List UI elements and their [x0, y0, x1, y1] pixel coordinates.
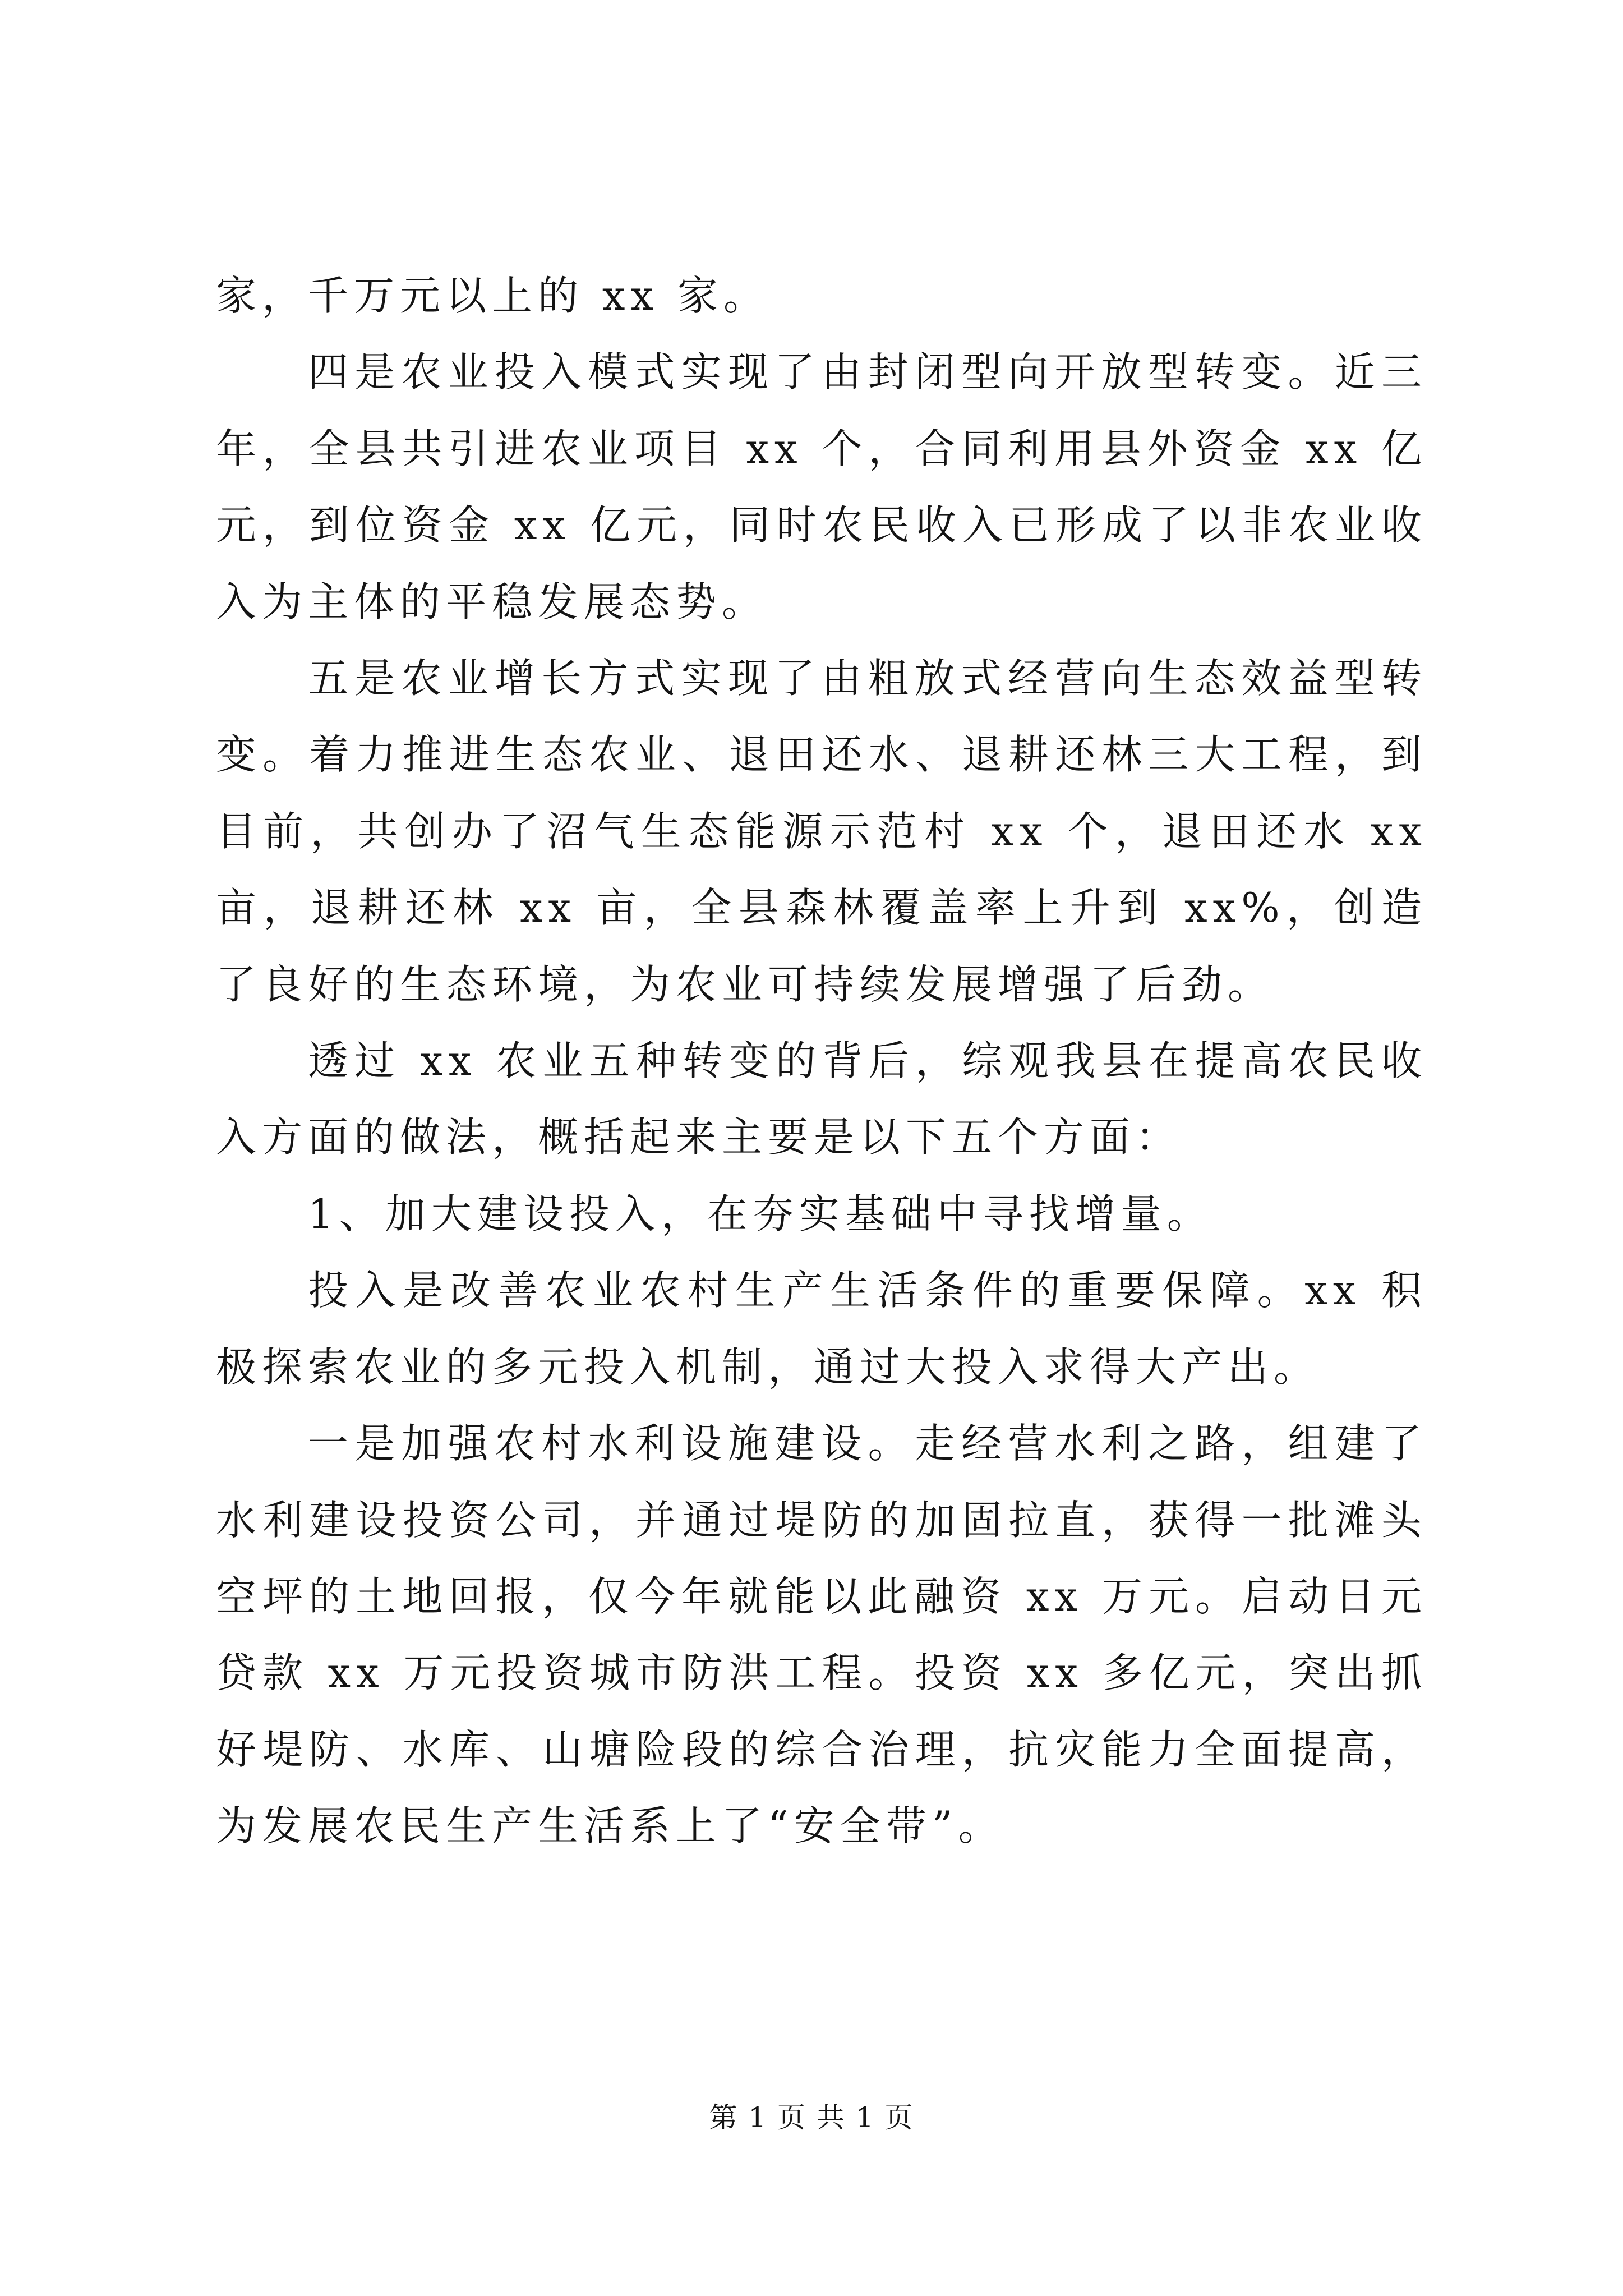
paragraph-water-conservancy: 一是加强农村水利设施建设。走经营水利之路，组建了水利建设投资公司，并通过堤防的加固拉直，获得一批滩头空坪的土地回报，仅今年就能以此融资 xx 万元。启动日元贷款 xx 万元投资城市防洪工程。投资 xx 多亿元，突出抓好堤防、水库、山塘险段的综合治理，抗灾能力全面提高，为发展农民生产生活系上了“安全带”。 [216, 1420, 1427, 1850]
paragraph-investment-mode: 四是农业投入模式实现了由封闭型向开放型转变。近三年，全县共引进农业项目 xx 个，合同利用县外资金 xx 亿元，到位资金 xx 亿元，同时农民收入已形成了以非农业收入为主体的平稳发展态势。 [216, 348, 1427, 625]
page-footer: 第 1 页 共 1 页 [709, 2101, 914, 2134]
section-heading-1: 1、加大建设投入，在夯实基础中寻找增量。 [308, 1190, 1213, 1237]
paragraph-growth-mode: 五是农业增长方式实现了由粗放式经营向生态效益型转变。着力推进生态农业、退田还水、退耕还林三大工程，到目前，共创办了沼气生态能源示范村 xx 个，退田还水 xx 亩，退耕还林 xx 亩，全县森林覆盖率上升到 xx%，创造了良好的生态环境，为农业可持续发展增强了后劲。 [216, 655, 1427, 1008]
paragraph-continuation: 家，千万元以上的 xx 家。 [216, 272, 769, 319]
paragraph-summary-intro: 透过 xx 农业五种转变的背后，综观我县在提高农民收入方面的做法，概括起来主要是以下五个方面： [216, 1037, 1427, 1161]
document-body [216, 257, 1427, 1865]
paragraph-investment-guarantee: 投入是改善农业农村生产生活条件的重要保障。xx 积极探索农业的多元投入机制，通过大投入求得大产出。 [216, 1267, 1427, 1391]
